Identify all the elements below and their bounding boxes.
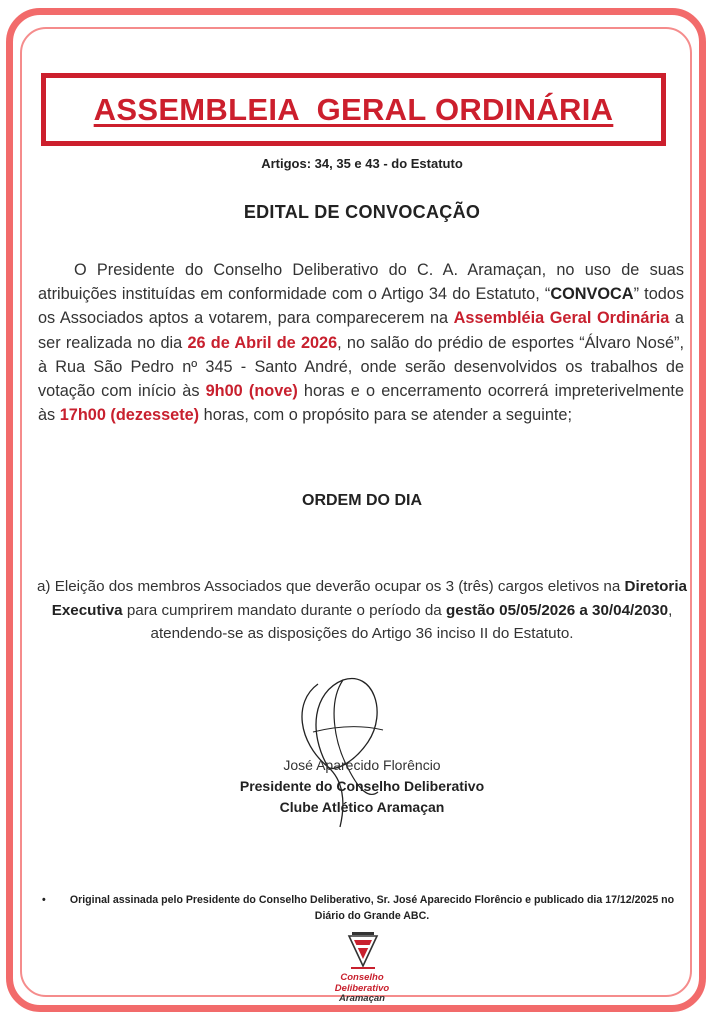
paragraph-text: horas, com o propósito para se atender a seguinte;	[199, 406, 572, 425]
assembly-name: Assembléia Geral Ordinária	[453, 309, 670, 328]
agenda-text: , atendendo-se as disposições do Artigo 36 inciso II do Estatuto.	[150, 601, 673, 642]
page-title: ASSEMBLEIA GERAL ORDINÁRIA	[93, 91, 614, 127]
diretoria-executiva: Diretoria Executiva	[51, 578, 688, 619]
agenda-text: a) Eleição dos membros Associados que deverão ocupar os 3 (três) cargos eletivos na	[36, 578, 625, 595]
signature-block	[0, 755, 724, 818]
edital-heading: EDITAL DE CONVOCAÇÃO	[243, 202, 481, 222]
paragraph-text: ” todos os Associados aptos a votarem, para comparecerem na	[38, 285, 684, 328]
ordem-heading: ORDEM DO DIA	[302, 492, 422, 509]
convocation-paragraph	[38, 258, 684, 427]
agenda-text: para cumprirem mandato durante o período da	[122, 601, 446, 619]
logo-line-3: Aramaçan	[339, 993, 385, 1004]
articles-reference: Artigos: 34, 35 e 43 - do Estatuto	[261, 156, 463, 171]
paragraph-text: O Presidente do Conselho Deliberativo do C. A. Aramaçan, no uso de suas atribuições instituídas em conformidade com o Artigo 34 do Estatuto, “	[38, 261, 684, 304]
club-emblem-icon	[345, 932, 381, 972]
inner-frame	[20, 27, 692, 997]
logo-line-2: Deliberativo	[334, 982, 390, 994]
bullet-icon: •	[42, 894, 46, 906]
assembly-date: 26 de Abril de 2026	[187, 333, 338, 352]
start-time: 9h00 (nove)	[205, 382, 298, 401]
paragraph-text: , no salão do prédio de esportes “Álvaro Nosé”, à Rua São Pedro nº 345 - Santo André, onde serão desenvolvidos os trabalhos de votação com início às	[38, 333, 684, 401]
title-box	[41, 73, 666, 146]
logo-line-1: Conselho	[340, 972, 384, 983]
paragraph-text: a ser realizada no dia	[38, 309, 684, 352]
logo-caption	[0, 973, 724, 1005]
signatory-name: José Aparecido Florêncio	[283, 757, 441, 773]
footnote-text: Original assinada pelo Presidente do Conselho Deliberativo, Sr. José Aparecido Florêncio e publicado dia 17/12/2025 no Diário do Grande ABC.	[69, 894, 675, 922]
signatory-role: Presidente do Conselho Deliberativo	[239, 778, 485, 794]
footnote	[44, 892, 680, 924]
convoca-word: CONVOCA	[550, 285, 634, 304]
paragraph-text: horas e o encerramento ocorrerá impreterivelmente às	[38, 382, 684, 425]
gestao-period: gestão 05/05/2026 a 30/04/2030	[445, 601, 669, 619]
end-time: 17h00 (dezessete)	[59, 406, 200, 425]
agenda-item	[36, 575, 688, 646]
signatory-club: Clube Atlético Aramaçan	[279, 799, 445, 815]
